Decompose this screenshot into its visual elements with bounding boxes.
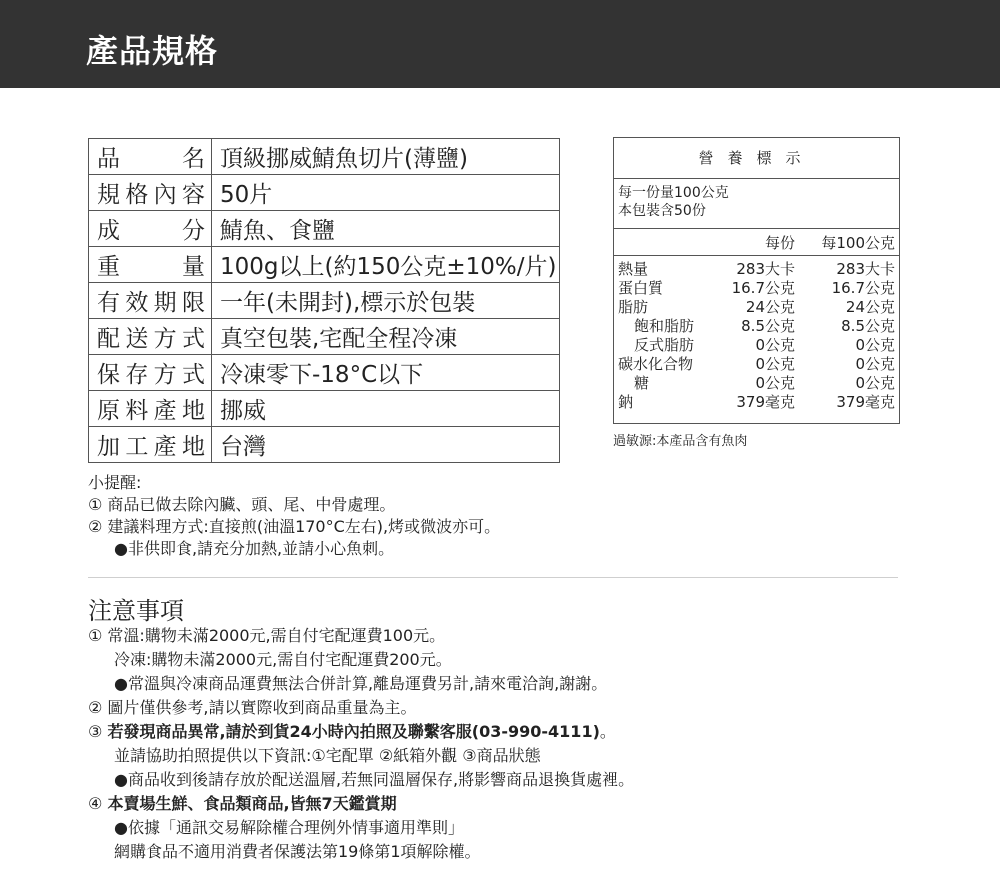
page-title: 產品規格 <box>86 32 219 70</box>
nutrition-panel <box>613 137 900 424</box>
nutrient-name: 飽和脂肪 <box>634 317 695 335</box>
per-serving-value: 16.7公克 <box>731 279 795 297</box>
spec-label: 加工產地 <box>89 427 212 463</box>
per-100g-value: 24公克 <box>845 298 895 316</box>
notes-title: 注意事項 <box>88 597 184 625</box>
per-serving-value: 0公克 <box>755 336 795 354</box>
spec-value: 台灣 <box>212 427 560 463</box>
spec-label: 規格內容 <box>89 175 212 211</box>
per-serving-value: 379毫克 <box>736 393 795 411</box>
col-per-100g: 每100公克 <box>821 234 895 252</box>
nutrition-row <box>614 315 899 334</box>
spec-row <box>89 427 560 463</box>
nutrition-row <box>614 277 899 296</box>
nutrition-row <box>614 296 899 315</box>
note-item: ② 圖片僅供參考,請以實際收到商品重量為主。 <box>88 698 417 717</box>
spec-row <box>89 283 560 319</box>
nutrient-name: 脂肪 <box>618 298 649 316</box>
spec-value: 冷凍零下-18°C以下 <box>212 355 560 391</box>
tips-section <box>88 472 500 560</box>
note-suffix: 。 <box>599 722 616 741</box>
tip-item: ② 建議料理方式:直接煎(油溫170°C左右),烤或微波亦可。 <box>88 517 501 536</box>
note-bold: 本賣場生鮮、食品類商品,皆無7天鑑賞期 <box>107 794 397 813</box>
per-serving-value: 0公克 <box>755 355 795 373</box>
spec-row <box>89 355 560 391</box>
per-100g-value: 283大卡 <box>836 260 895 278</box>
note-item: ① 常溫:購物未滿2000元,需自付宅配運費100元。 <box>88 626 446 645</box>
spec-label: 成分 <box>89 211 212 247</box>
spec-row <box>89 247 560 283</box>
servings-per-pack: 本包裝含50份 <box>618 203 706 219</box>
spec-label: 重量 <box>89 247 212 283</box>
per-100g-value: 0公克 <box>855 355 895 373</box>
nutrition-rows <box>614 258 899 410</box>
nutrient-name: 碳水化合物 <box>618 355 694 373</box>
spec-value: 一年(未開封),標示於包裝 <box>212 283 560 319</box>
allergen-note: 過敏源:本產品含有魚肉 <box>613 434 748 449</box>
tip-item: ●非供即食,請充分加熱,並請小心魚刺。 <box>114 539 395 558</box>
note-bold: 若發現商品異常,請於到貨24小時內拍照及聯繫客服(03-990-4111) <box>107 722 600 741</box>
spec-label: 品名 <box>89 139 212 175</box>
notes-section <box>88 624 634 864</box>
nutrient-name: 鈉 <box>618 393 634 411</box>
spec-value: 100g以上(約150公克±10%/片) <box>212 247 560 283</box>
spec-label: 配送方式 <box>89 319 212 355</box>
serving-size: 每一份量100公克 <box>618 185 729 201</box>
nutrition-title: 營養標示 <box>614 138 899 179</box>
note-item: ●常溫與冷凍商品運費無法合併計算,離島運費另計,請來電洽詢,謝謝。 <box>114 674 608 693</box>
spec-row <box>89 139 560 175</box>
tip-item: ① 商品已做去除內臟、頭、尾、中骨處理。 <box>88 495 396 514</box>
note-item <box>88 720 634 744</box>
spec-label: 保存方式 <box>89 355 212 391</box>
spec-value: 真空包裝,宅配全程冷凍 <box>212 319 560 355</box>
nutrition-row <box>614 353 899 372</box>
note-item <box>88 792 634 816</box>
nutrient-name: 糖 <box>634 374 650 392</box>
spec-value: 鯖魚、食鹽 <box>212 211 560 247</box>
header-bar <box>0 0 1000 88</box>
spec-value: 50片 <box>212 175 560 211</box>
per-serving-value: 0公克 <box>755 374 795 392</box>
note-item: ●商品收到後請存放於配送溫層,若無同溫層保存,將影響商品退換貨處裡。 <box>114 770 635 789</box>
per-serving-value: 24公克 <box>745 298 795 316</box>
nutrition-row <box>614 258 899 277</box>
note-prefix: ④ <box>88 794 108 813</box>
spec-label: 原料產地 <box>89 391 212 427</box>
nutrition-row <box>614 391 899 410</box>
tips-title: 小提醒: <box>88 473 142 492</box>
nutrition-header-row <box>614 228 899 256</box>
per-100g-value: 8.5公克 <box>841 317 895 335</box>
spec-row <box>89 319 560 355</box>
nutrient-name: 蛋白質 <box>618 279 664 297</box>
spec-table <box>88 138 560 463</box>
note-item: 並請協助拍照提供以下資訊:①宅配單 ②紙箱外觀 ③商品狀態 <box>114 746 541 765</box>
spec-value: 挪威 <box>212 391 560 427</box>
nutrient-name: 反式脂肪 <box>634 336 695 354</box>
per-100g-value: 16.7公克 <box>831 279 895 297</box>
per-serving-value: 8.5公克 <box>741 317 795 335</box>
note-prefix: ③ <box>88 722 108 741</box>
spec-row <box>89 211 560 247</box>
spec-row <box>89 391 560 427</box>
spec-label: 有效期限 <box>89 283 212 319</box>
col-per-serving: 每份 <box>764 234 795 252</box>
per-100g-value: 379毫克 <box>836 393 895 411</box>
nutrition-row <box>614 372 899 391</box>
note-item: 網購食品不適用消費者保護法第19條第1項解除權。 <box>114 842 481 861</box>
per-serving-value: 283大卡 <box>736 260 795 278</box>
per-100g-value: 0公克 <box>855 374 895 392</box>
nutrient-name: 熱量 <box>618 260 649 278</box>
note-item: 冷凍:購物未滿2000元,需自付宅配運費200元。 <box>114 650 452 669</box>
section-divider <box>88 577 898 578</box>
per-100g-value: 0公克 <box>855 336 895 354</box>
nutrition-row <box>614 334 899 353</box>
spec-value: 頂級挪威鯖魚切片(薄鹽) <box>212 139 560 175</box>
note-item: ●依據「通訊交易解除權合理例外情事適用準則」 <box>114 818 464 837</box>
spec-row <box>89 175 560 211</box>
